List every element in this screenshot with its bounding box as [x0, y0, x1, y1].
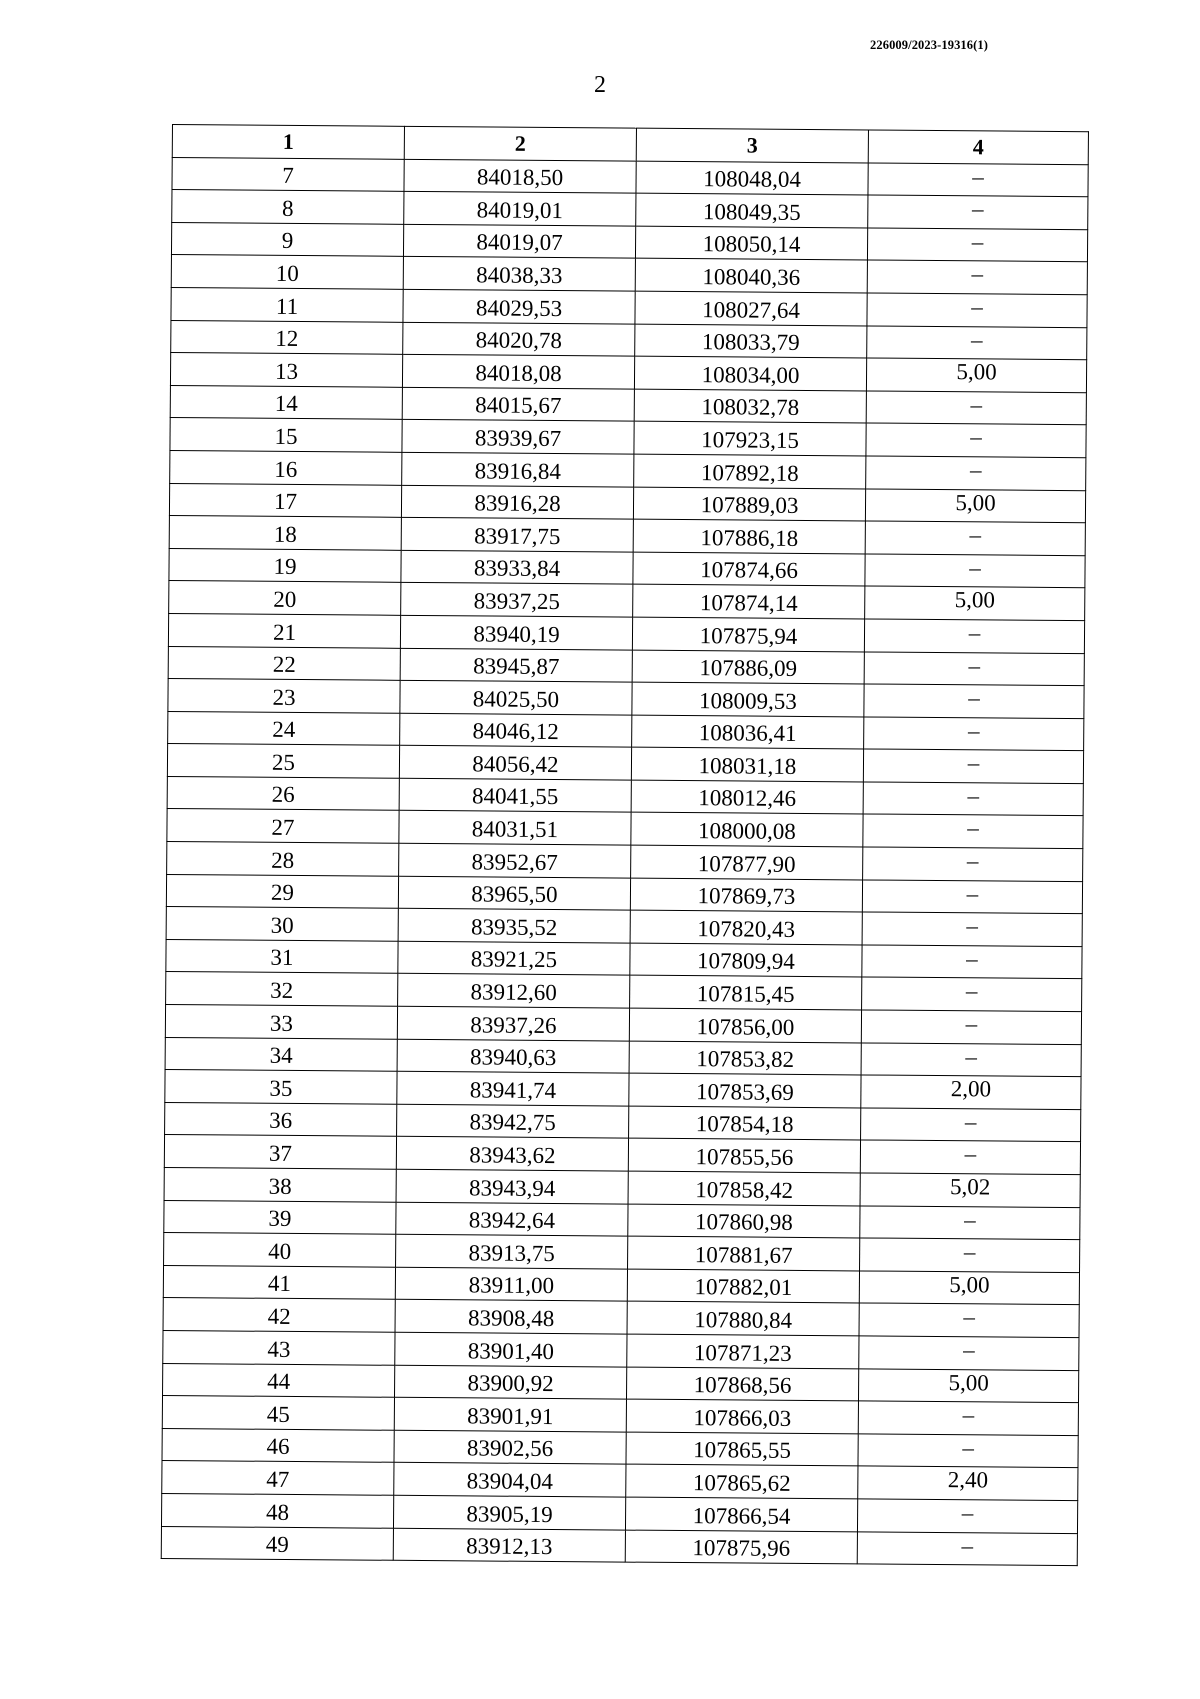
- y-coordinate-cell: 107856,00: [629, 1008, 861, 1042]
- point-number-cell: 42: [163, 1298, 395, 1332]
- y-coordinate-cell: 107874,66: [633, 552, 865, 586]
- column-header-3: 3: [636, 128, 868, 162]
- point-number-cell: 35: [165, 1070, 397, 1104]
- value-cell: 5,00: [859, 1271, 1079, 1305]
- point-number-cell: 13: [170, 353, 402, 387]
- value-cell: –: [860, 1140, 1080, 1174]
- value-cell: 5,00: [858, 1368, 1078, 1402]
- point-number-cell: 33: [165, 1005, 397, 1039]
- value-cell: –: [861, 1108, 1081, 1142]
- value-cell: –: [862, 880, 1082, 914]
- coordinates-table: [161, 124, 1089, 1566]
- x-coordinate-cell: 83943,94: [396, 1169, 628, 1203]
- x-coordinate-cell: 83912,60: [398, 974, 630, 1008]
- y-coordinate-cell: 108033,79: [635, 324, 867, 358]
- value-cell: –: [864, 651, 1084, 685]
- value-cell: –: [859, 1336, 1079, 1370]
- value-cell: 5,02: [860, 1173, 1080, 1207]
- x-coordinate-cell: 83935,52: [398, 909, 630, 943]
- y-coordinate-cell: 108000,08: [631, 813, 863, 847]
- x-coordinate-cell: 84019,01: [404, 192, 636, 226]
- y-coordinate-cell: 108032,78: [634, 389, 866, 423]
- value-cell: –: [864, 619, 1084, 653]
- x-coordinate-cell: 83933,84: [401, 550, 633, 584]
- value-cell: –: [867, 326, 1087, 360]
- value-cell: –: [864, 684, 1084, 718]
- point-number-cell: 20: [169, 581, 401, 615]
- point-number-cell: 12: [171, 320, 403, 354]
- point-number-cell: 29: [166, 874, 398, 908]
- y-coordinate-cell: 107866,54: [625, 1497, 857, 1531]
- y-coordinate-cell: 107866,03: [626, 1399, 858, 1433]
- x-coordinate-cell: 83913,75: [396, 1234, 628, 1268]
- x-coordinate-cell: 83945,87: [400, 648, 632, 682]
- value-cell: –: [857, 1531, 1077, 1565]
- point-number-cell: 37: [164, 1135, 396, 1169]
- y-coordinate-cell: 107882,01: [627, 1269, 859, 1303]
- point-number-cell: 28: [167, 842, 399, 876]
- value-cell: 5,00: [866, 358, 1086, 392]
- point-number-cell: 39: [164, 1200, 396, 1234]
- x-coordinate-cell: 84041,55: [399, 778, 631, 812]
- value-cell: –: [859, 1303, 1079, 1337]
- y-coordinate-cell: 107881,67: [628, 1236, 860, 1270]
- x-coordinate-cell: 83916,84: [402, 452, 634, 486]
- point-number-cell: 24: [168, 711, 400, 745]
- x-coordinate-cell: 83902,56: [394, 1430, 626, 1464]
- x-coordinate-cell: 84056,42: [399, 746, 631, 780]
- point-number-cell: 25: [167, 744, 399, 778]
- document-number: 226009/2023-19316(1): [870, 38, 988, 52]
- x-coordinate-cell: 83941,74: [397, 1072, 629, 1106]
- x-coordinate-cell: 84020,78: [403, 322, 635, 356]
- y-coordinate-cell: 107877,90: [631, 845, 863, 879]
- point-number-cell: 38: [164, 1167, 396, 1201]
- point-number-cell: 43: [163, 1330, 395, 1364]
- x-coordinate-cell: 84025,50: [400, 680, 632, 714]
- x-coordinate-cell: 83905,19: [393, 1495, 625, 1529]
- value-cell: –: [860, 1206, 1080, 1240]
- y-coordinate-cell: 108050,14: [635, 226, 867, 260]
- y-coordinate-cell: 107853,82: [629, 1041, 861, 1075]
- y-coordinate-cell: 107865,62: [626, 1464, 858, 1498]
- x-coordinate-cell: 84029,53: [403, 289, 635, 323]
- x-coordinate-cell: 83940,63: [397, 1039, 629, 1073]
- x-coordinate-cell: 83943,62: [396, 1137, 628, 1171]
- point-number-cell: 30: [166, 907, 398, 941]
- y-coordinate-cell: 108009,53: [632, 682, 864, 716]
- table-row: [161, 1526, 1077, 1566]
- column-header-4: 4: [868, 130, 1088, 164]
- point-number-cell: 49: [161, 1526, 393, 1560]
- x-coordinate-cell: 83916,28: [401, 485, 633, 519]
- point-number-cell: 44: [163, 1363, 395, 1397]
- y-coordinate-cell: 107820,43: [630, 910, 862, 944]
- x-coordinate-cell: 83942,64: [396, 1202, 628, 1236]
- y-coordinate-cell: 107868,56: [626, 1367, 858, 1401]
- x-coordinate-cell: 84038,33: [403, 257, 635, 291]
- x-coordinate-cell: 83937,26: [397, 1006, 629, 1040]
- value-cell: –: [857, 1499, 1077, 1533]
- y-coordinate-cell: 107874,14: [633, 584, 865, 618]
- value-cell: –: [866, 423, 1086, 457]
- y-coordinate-cell: 108034,00: [634, 356, 866, 390]
- point-number-cell: 26: [167, 776, 399, 810]
- value-cell: –: [865, 554, 1085, 588]
- point-number-cell: 18: [169, 516, 401, 550]
- x-coordinate-cell: 83912,13: [393, 1528, 625, 1562]
- x-coordinate-cell: 83965,50: [398, 876, 630, 910]
- value-cell: –: [865, 521, 1085, 555]
- y-coordinate-cell: 107875,94: [632, 617, 864, 651]
- point-number-cell: 45: [162, 1396, 394, 1430]
- value-cell: –: [860, 1238, 1080, 1272]
- point-number-cell: 8: [172, 190, 404, 224]
- point-number-cell: 41: [163, 1265, 395, 1299]
- point-number-cell: 23: [168, 679, 400, 713]
- y-coordinate-cell: 108048,04: [636, 161, 868, 195]
- y-coordinate-cell: 107923,15: [634, 421, 866, 455]
- value-cell: –: [866, 391, 1086, 425]
- x-coordinate-cell: 83908,48: [395, 1300, 627, 1334]
- value-cell: –: [864, 717, 1084, 751]
- x-coordinate-cell: 83900,92: [395, 1365, 627, 1399]
- y-coordinate-cell: 108040,36: [635, 259, 867, 293]
- y-coordinate-cell: 107853,69: [629, 1073, 861, 1107]
- point-number-cell: 27: [167, 809, 399, 843]
- x-coordinate-cell: 83917,75: [401, 517, 633, 551]
- y-coordinate-cell: 107855,56: [628, 1139, 860, 1173]
- x-coordinate-cell: 83952,67: [399, 843, 631, 877]
- point-number-cell: 17: [169, 483, 401, 517]
- y-coordinate-cell: 107858,42: [628, 1171, 860, 1205]
- x-coordinate-cell: 83901,91: [394, 1397, 626, 1431]
- x-coordinate-cell: 83937,25: [401, 583, 633, 617]
- y-coordinate-cell: 108036,41: [632, 715, 864, 749]
- value-cell: –: [862, 945, 1082, 979]
- value-cell: –: [861, 1043, 1081, 1077]
- x-coordinate-cell: 84018,50: [404, 159, 636, 193]
- y-coordinate-cell: 107880,84: [627, 1301, 859, 1335]
- value-cell: 5,00: [865, 586, 1085, 620]
- point-number-cell: 9: [171, 222, 403, 256]
- value-cell: –: [861, 1010, 1081, 1044]
- y-coordinate-cell: 108012,46: [631, 780, 863, 814]
- table-body: [161, 157, 1088, 1566]
- x-coordinate-cell: 84019,07: [403, 224, 635, 258]
- value-cell: –: [862, 977, 1082, 1011]
- value-cell: –: [862, 912, 1082, 946]
- x-coordinate-cell: 83939,67: [402, 420, 634, 454]
- point-number-cell: 32: [166, 972, 398, 1006]
- page-number: 2: [594, 72, 606, 98]
- column-header-1: 1: [172, 125, 404, 159]
- x-coordinate-cell: 83942,75: [397, 1104, 629, 1138]
- column-header-2: 2: [404, 126, 636, 160]
- point-number-cell: 10: [171, 255, 403, 289]
- point-number-cell: 19: [169, 548, 401, 582]
- x-coordinate-cell: 84046,12: [400, 713, 632, 747]
- value-cell: –: [863, 782, 1083, 816]
- point-number-cell: 14: [170, 385, 402, 419]
- value-cell: –: [868, 195, 1088, 229]
- y-coordinate-cell: 107892,18: [634, 454, 866, 488]
- value-cell: –: [863, 749, 1083, 783]
- y-coordinate-cell: 108049,35: [636, 193, 868, 227]
- x-coordinate-cell: 84031,51: [399, 811, 631, 845]
- y-coordinate-cell: 107871,23: [627, 1334, 859, 1368]
- y-coordinate-cell: 108027,64: [635, 291, 867, 325]
- value-cell: –: [867, 293, 1087, 327]
- x-coordinate-cell: 83911,00: [395, 1267, 627, 1301]
- value-cell: 2,00: [861, 1075, 1081, 1109]
- x-coordinate-cell: 83921,25: [398, 941, 630, 975]
- x-coordinate-cell: 83904,04: [394, 1463, 626, 1497]
- point-number-cell: 48: [161, 1493, 393, 1527]
- point-number-cell: 16: [170, 450, 402, 484]
- point-number-cell: 7: [172, 157, 404, 191]
- x-coordinate-cell: 84018,08: [402, 354, 634, 388]
- point-number-cell: 22: [168, 646, 400, 680]
- point-number-cell: 11: [171, 287, 403, 321]
- y-coordinate-cell: 107875,96: [625, 1530, 857, 1564]
- value-cell: –: [858, 1401, 1078, 1435]
- point-number-cell: 40: [164, 1233, 396, 1267]
- value-cell: –: [868, 163, 1088, 197]
- y-coordinate-cell: 107815,45: [630, 976, 862, 1010]
- point-number-cell: 34: [165, 1037, 397, 1071]
- y-coordinate-cell: 108031,18: [631, 747, 863, 781]
- y-coordinate-cell: 107854,18: [629, 1106, 861, 1140]
- point-number-cell: 15: [170, 418, 402, 452]
- y-coordinate-cell: 107809,94: [630, 943, 862, 977]
- value-cell: 2,40: [858, 1466, 1078, 1500]
- point-number-cell: 46: [162, 1428, 394, 1462]
- value-cell: –: [858, 1434, 1078, 1468]
- value-cell: –: [863, 814, 1083, 848]
- y-coordinate-cell: 107886,09: [632, 650, 864, 684]
- coordinates-table-container: [161, 124, 1088, 1566]
- point-number-cell: 21: [168, 613, 400, 647]
- value-cell: –: [863, 847, 1083, 881]
- y-coordinate-cell: 107860,98: [628, 1204, 860, 1238]
- x-coordinate-cell: 83940,19: [400, 615, 632, 649]
- point-number-cell: 31: [166, 939, 398, 973]
- x-coordinate-cell: 83901,40: [395, 1332, 627, 1366]
- y-coordinate-cell: 107865,55: [626, 1432, 858, 1466]
- x-coordinate-cell: 84015,67: [402, 387, 634, 421]
- point-number-cell: 36: [165, 1102, 397, 1136]
- value-cell: 5,00: [865, 488, 1085, 522]
- value-cell: –: [866, 456, 1086, 490]
- y-coordinate-cell: 107886,18: [633, 519, 865, 553]
- y-coordinate-cell: 107889,03: [633, 487, 865, 521]
- value-cell: –: [867, 260, 1087, 294]
- y-coordinate-cell: 107869,73: [630, 878, 862, 912]
- value-cell: –: [867, 228, 1087, 262]
- point-number-cell: 47: [162, 1461, 394, 1495]
